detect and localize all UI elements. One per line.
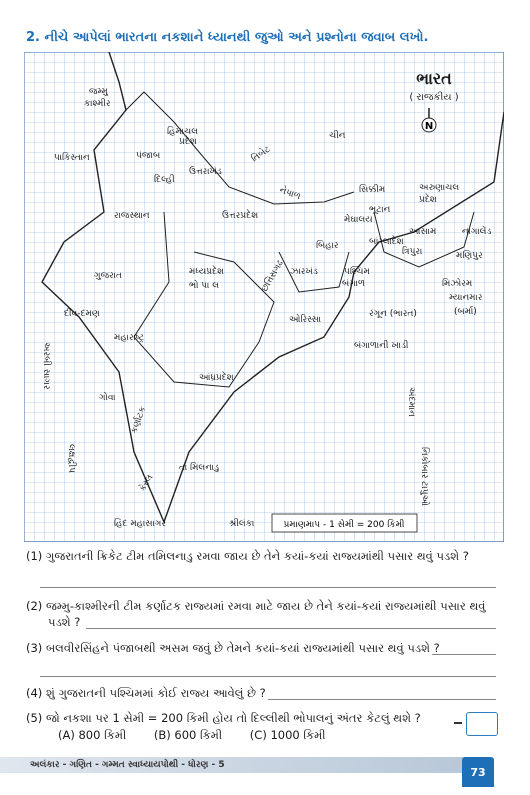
label-china: ચીન [329,131,346,141]
label-karnataka: કર્ણાટક [129,405,149,436]
label-nicobar: નિકોબાર ટાપુઓ [419,447,429,507]
label-rangoon: રંગૂન (ભારત) [369,309,417,319]
label-indianocean: હિંદ મહાસાગર [114,519,167,529]
label-tripura: ત્રિપુરા [402,247,423,257]
label-himachal-pradesh: પ્રદેશ [179,137,197,147]
label-gujarat: ગુજરાત [94,271,122,281]
options-row [58,727,350,744]
label-himachal: હિમાચલ [167,127,198,137]
label-srilanka: શ્રીલંકા [229,519,255,529]
label-nepal: નેપાળ [277,185,302,203]
label-assam: આસામ [409,227,437,237]
label-andhra: આંધ્રપ્રદેશ [199,373,234,383]
label-bengal: બંગાળ [342,279,366,289]
answer-dash [454,722,462,724]
label-meghalaya: મેઘાલય [344,215,373,225]
answer-line-2[interactable] [86,628,496,629]
question-3: (3) બલવીરસિંહને પંજાબથી અસમ જવું છે તેમને કયાં-કયાં રાજ્યમાંથી પસાર થવું પડશે ? [26,641,440,655]
label-kashmir: કાશ્મીર [84,99,111,109]
label-arunachal: અરુણાચલ [419,183,460,193]
label-diudaman: દીવ-દમણ [64,309,100,319]
label-lakshadweep: લક્ષદ્વીપ [66,444,76,474]
label-goa: ગોવા [99,393,116,403]
label-delhi: દિલ્હી [154,175,175,185]
label-mp: મધ્યપ્રદેશ [189,267,225,277]
question-2-cont: પડશે ? [48,615,81,629]
label-arabiansea: અરબી સાગર [41,342,51,390]
map-scale-text: પ્રમાણમાપ - 1 સેમી = 200 કિમી [283,520,405,530]
option-c[interactable]: (C) 1000 કિમી [249,728,326,742]
label-punjab: પંજાબ [136,151,161,161]
label-bangladesh: બાંગ્લાદેશ [369,237,404,247]
label-odisha: ઓરિસ્સા [289,315,322,325]
label-manipur: મણિપુર [456,251,483,261]
question-2: (2) જમ્મુ-કાશ્મીરની ટીમ કર્ણાટક રાજ્યમાં રમવા માટે જાય છે તેને કયાં-કયાં રાજ્યમાંથી પસાર થવું [26,599,486,613]
map-title-text: ભારત [416,69,452,88]
label-maharashtra: મહારાષ્ટ્ર [114,333,145,343]
option-b[interactable]: (B) 600 કિમી [153,728,223,742]
map-title [409,69,458,103]
question-title: 2. નીચે આપેલાં ભારતના નકશાને ધ્યાનથી જુઓ અને પ્રશ્નોના જવાબ લખો. [26,30,429,45]
label-bayofbengal: બંગાળાની ખાડી [354,341,409,351]
label-bihar: બિહાર [316,241,339,251]
label-jammu: જમ્મુ [89,87,108,97]
label-tibet: તિબેટ [249,144,273,165]
label-westbengal: પશ્ચિમ [344,267,370,277]
map-scale [272,514,417,532]
label-jharkhand: ઝારખંડ [290,267,318,277]
label-chhattisgarh: છત્તિસગઢ [259,258,286,294]
label-bhopal: ભો પા લ [189,281,220,291]
answer-line-3b[interactable] [40,676,496,677]
footer-text: અલંકાર - ગણિત - ગમ્મત સ્વાધ્યાયપોથી - ધોરણ - 5 [30,760,225,770]
option-a[interactable]: (A) 800 કિમી [58,728,127,742]
answer-line-1[interactable] [40,587,496,588]
answer-line-3a[interactable] [432,654,496,655]
label-rajasthan: રાજસ્થાન [114,211,150,221]
label-nagaland: નાગાલેંડ [462,227,492,237]
page-number: 73 [462,757,494,787]
label-mizoram: મિઝોરમ [442,279,473,289]
label-uttarpradesh: ઉત્તરપ્રદેશ [222,211,259,221]
label-bhutan: ભૂટાન [369,205,391,215]
question-5: (5) જો નકશા પર 1 સેમી = 200 કિમી હોય તો દિલ્લીથી ભોપાલનું અંતર કેટલું થશે ? [26,711,421,725]
map-subtitle: ( રાજકીય ) [409,92,459,103]
label-andaman: અંદમાન [406,387,416,417]
label-pakistan: પાકિસ્તાન [54,153,90,163]
label-kerala: કેરલ [137,473,156,494]
label-burma: (બર્મા) [454,307,477,317]
answer-box[interactable] [466,712,498,736]
label-tamilnadu: તા મિલનાડુ [179,463,220,473]
label-myanmar: મ્યાનમાર [449,293,483,303]
question-1: (1) ગુજરાતની ક્રિકેટ ટીમ તમિલનાડુ રમવા જાય છે તેને કયાં-કયાં રાજ્યમાંથી પસાર થવું પડશે ? [26,549,469,563]
answer-line-4[interactable] [268,699,496,700]
north-label: N [424,121,434,132]
question-4: (4) શું ગુજરાતની પશ્ચિમમાં કોઈ રાજ્ય આવેલું છે ? [26,686,266,700]
india-political-map [24,52,504,542]
label-arunachal-pradesh: પ્રદેશ [419,195,437,205]
label-sikkim: સિક્કીમ [359,185,386,195]
label-uttarakhand: ઉત્તરાખંડ [189,167,222,177]
